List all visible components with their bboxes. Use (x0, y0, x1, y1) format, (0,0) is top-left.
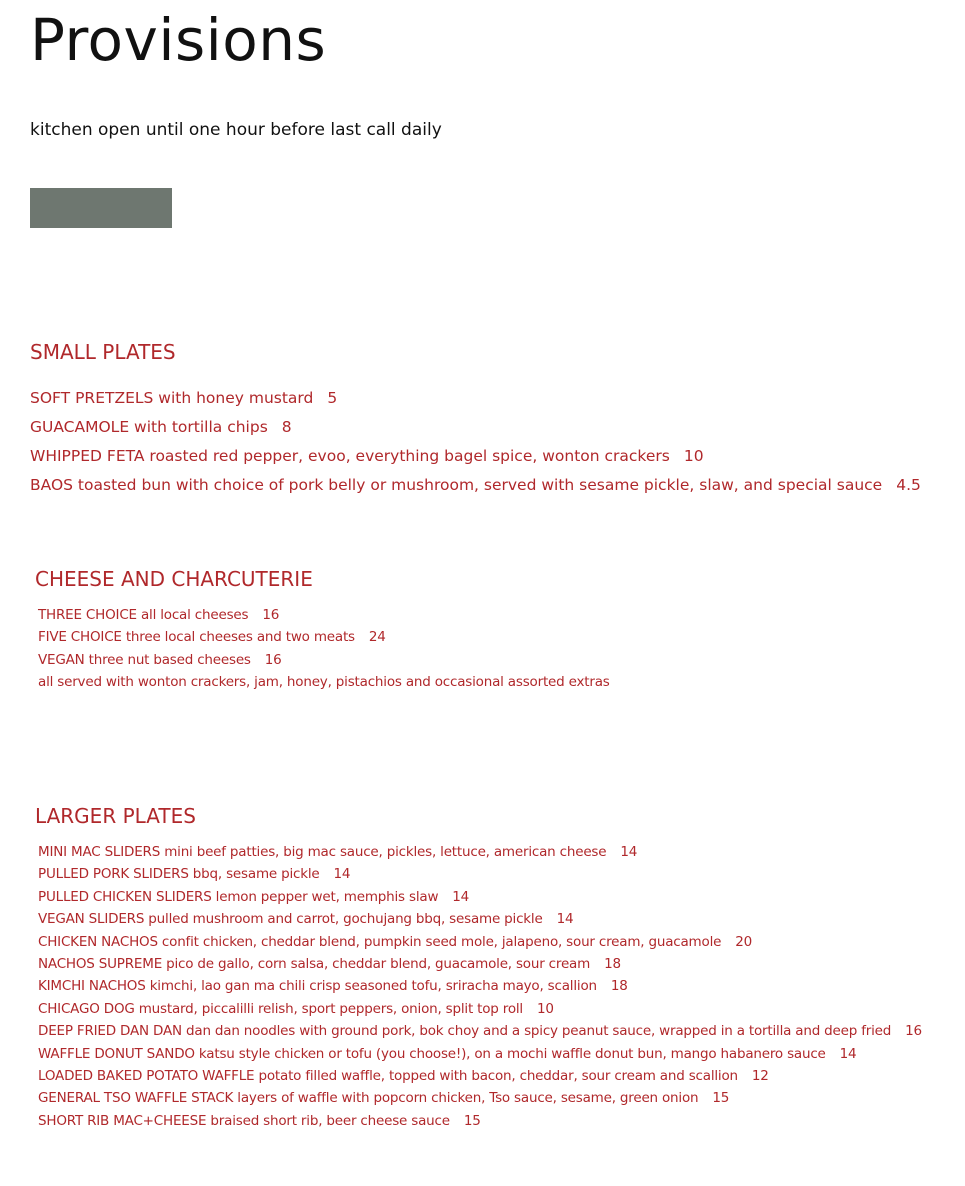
list-item (38, 649, 624, 671)
item-description: all served with wonton crackers, jam, honey, pistachios and occasional assorted extras (38, 674, 610, 691)
item-description: DEEP FRIED DAN DAN dan dan noodles with ground pork, bok choy and a spicy peanut sauce, wrapped in a tortilla and deep fried (38, 1023, 892, 1040)
list-item (30, 471, 921, 500)
item-description: FIVE CHOICE three local cheeses and two meats (38, 629, 355, 646)
item-description: WHIPPED FETA roasted red pepper, evoo, everything bagel spice, wonton crackers (30, 447, 670, 465)
section-heading-cheese: CHEESE AND CHARCUTERIE (35, 567, 313, 591)
item-description: THREE CHOICE all local cheeses (38, 607, 249, 623)
item-description: VEGAN three nut based cheeses (38, 651, 251, 668)
item-price: 4.5 (896, 476, 921, 494)
list-item (38, 604, 624, 626)
list-item (38, 975, 922, 997)
list-item (38, 1087, 922, 1109)
item-description: SHORT RIB MAC+CHEESE braised short rib, beer cheese sauce (38, 1112, 450, 1129)
item-price: 5 (327, 389, 338, 407)
item-description: NACHOS SUPREME pico de gallo, corn salsa, cheddar blend, guacamole, sour cream (38, 956, 591, 973)
item-price: 14 (556, 911, 574, 928)
cheese-list (38, 604, 624, 694)
list-item (38, 863, 922, 885)
item-description: LOADED BAKED POTATO WAFFLE potato filled waffle, topped with bacon, cheddar, sour cream and scallion (38, 1068, 738, 1085)
list-item (38, 671, 624, 693)
kitchen-hours-note: kitchen open until one hour before last call daily (30, 120, 442, 140)
item-description: BAOS toasted bun with choice of pork belly or mushroom, served with sesame pickle, slaw, and special sauce (30, 476, 883, 494)
list-item (38, 953, 922, 975)
item-price: 16 (264, 651, 282, 668)
list-item (38, 1110, 922, 1132)
item-price: 12 (751, 1068, 769, 1085)
list-item (38, 931, 922, 953)
item-price: 16 (905, 1023, 922, 1040)
item-price: 24 (368, 629, 386, 646)
list-item (38, 998, 922, 1020)
section-heading-small-plates: SMALL PLATES (30, 340, 176, 364)
item-description: CHICAGO DOG mustard, piccalilli relish, sport peppers, onion, split top roll (38, 1000, 523, 1017)
small-plates-list (30, 384, 921, 500)
list-item (30, 384, 921, 413)
item-description: VEGAN SLIDERS pulled mushroom and carrot, gochujang bbq, sesame pickle (38, 911, 543, 928)
list-item (38, 626, 624, 648)
item-description: PULLED PORK SLIDERS bbq, sesame pickle (38, 866, 320, 883)
item-price: 20 (735, 933, 753, 950)
item-price: 8 (281, 418, 292, 436)
item-description: MINI MAC SLIDERS mini beef patties, big mac sauce, pickles, lettuce, american cheese (38, 844, 607, 860)
item-price: 14 (620, 844, 638, 860)
larger-plates-list (38, 841, 922, 1132)
item-price: 10 (537, 1000, 554, 1017)
list-item (38, 1043, 922, 1065)
item-price: 16 (262, 607, 280, 623)
item-price: 14 (333, 866, 351, 883)
list-item (30, 413, 921, 442)
item-description: CHICKEN NACHOS confit chicken, cheddar blend, pumpkin seed mole, jalapeno, sour cream, guacamole (38, 933, 722, 950)
list-item (38, 841, 922, 863)
item-description: SOFT PRETZELS with honey mustard (30, 389, 314, 407)
list-item (30, 442, 921, 471)
item-price: 14 (839, 1045, 857, 1062)
list-item (38, 1065, 922, 1087)
item-price: 15 (463, 1112, 481, 1129)
item-description: KIMCHI NACHOS kimchi, lao gan ma chili crisp seasoned tofu, sriracha mayo, scallion (38, 978, 597, 995)
page-title: Provisions (30, 6, 327, 74)
item-price: 15 (712, 1090, 730, 1107)
item-price: 18 (610, 978, 628, 995)
list-item (38, 908, 922, 930)
list-item (38, 1020, 922, 1042)
item-description: GENERAL TSO WAFFLE STACK layers of waffle with popcorn chicken, Tso sauce, sesame, green onion (38, 1090, 699, 1107)
item-description: WAFFLE DONUT SANDO katsu style chicken or tofu (you choose!), on a mochi waffle donut bun, mango habanero sauce (38, 1045, 826, 1062)
item-price: 10 (683, 447, 704, 465)
item-description: PULLED CHICKEN SLIDERS lemon pepper wet, memphis slaw (38, 888, 439, 905)
section-heading-larger-plates: LARGER PLATES (35, 804, 196, 828)
menu-button[interactable] (30, 188, 172, 228)
item-price: 18 (604, 956, 621, 973)
list-item (38, 886, 922, 908)
item-description: GUACAMOLE with tortilla chips (30, 418, 268, 436)
item-price: 14 (452, 888, 470, 905)
